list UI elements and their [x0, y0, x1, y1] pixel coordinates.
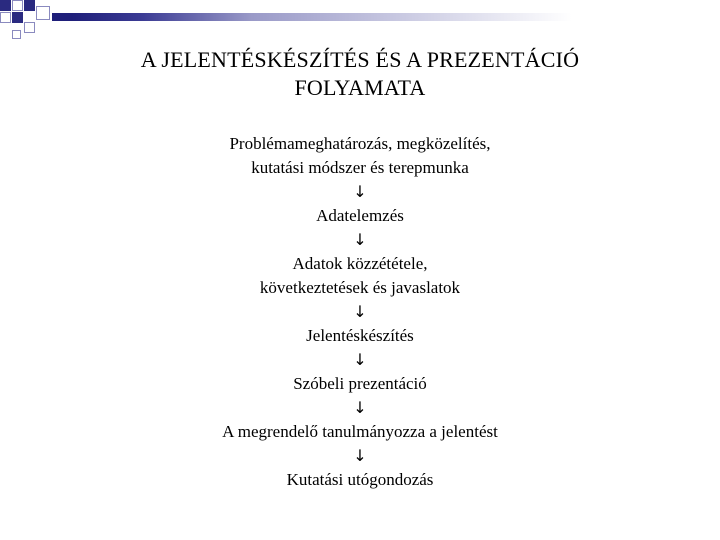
process-step-text: Jelentéskészítés [306, 326, 414, 345]
slide-title-line: A JELENTÉSKÉSZÍTÉS ÉS A PREZENTÁCIÓ [140, 47, 580, 72]
process-step-text: Szóbeli prezentáció [293, 374, 427, 393]
process-step [60, 372, 660, 396]
process-step [60, 204, 660, 228]
down-arrow-icon: ↓ [353, 446, 367, 465]
process-flow [60, 132, 660, 492]
down-arrow-icon: ↓ [353, 350, 367, 369]
down-arrow-icon: ↓ [353, 182, 367, 201]
decor-square [24, 22, 35, 33]
process-step-text: Kutatási utógondozás [286, 470, 434, 489]
header-rule [52, 13, 720, 21]
down-arrow-icon: ↓ [353, 302, 367, 321]
process-step-text: kutatási módszer és terepmunka [251, 158, 469, 177]
process-step [60, 132, 660, 180]
slide-title [60, 46, 660, 102]
process-step [60, 324, 660, 348]
process-step-text: Adatok közzététele, [292, 254, 428, 273]
down-arrow-icon: ↓ [353, 398, 367, 417]
decor-square [36, 6, 50, 20]
process-step [60, 252, 660, 300]
process-step [60, 420, 660, 444]
decor-square [12, 12, 23, 23]
decor-square [12, 0, 23, 11]
decor-square [24, 0, 35, 11]
decor-square [0, 12, 11, 23]
process-step [60, 468, 660, 492]
decor-square [0, 0, 11, 11]
down-arrow-icon: ↓ [353, 230, 367, 249]
decor-square [12, 30, 21, 39]
process-step-text: következtetések és javaslatok [259, 278, 461, 297]
process-step-text: Adatelemzés [316, 206, 404, 225]
slide-title-line: FOLYAMATA [294, 75, 426, 100]
process-step-text: Problémameghatározás, megközelítés, [229, 134, 491, 153]
process-step-text: A megrendelő tanulmányozza a jelentést [222, 422, 498, 441]
checker-squares-icon [0, 0, 720, 50]
